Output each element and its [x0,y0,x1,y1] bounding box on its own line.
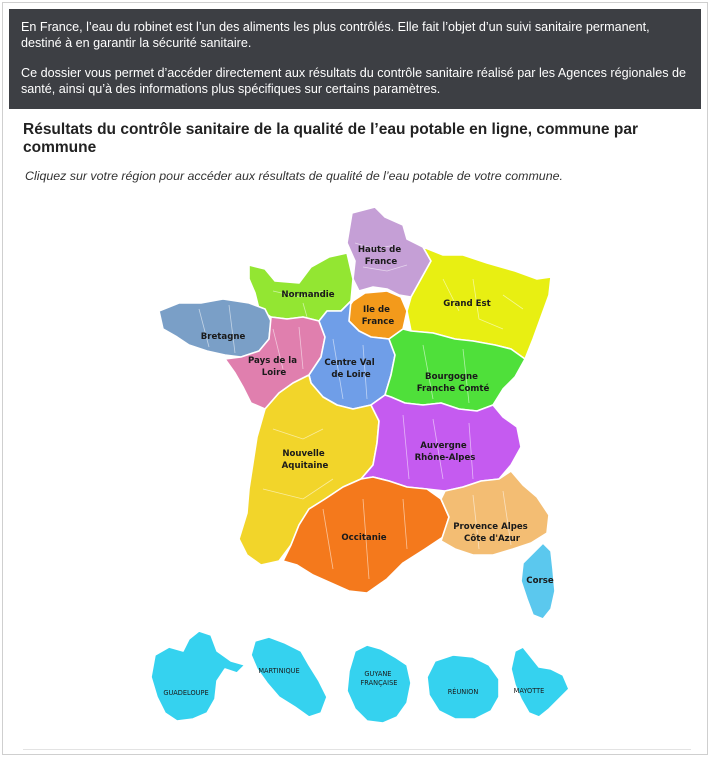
label-corse: Corse [526,576,554,586]
label-bourgogne-franche-comte: Bourgogne Franche Comté [416,372,490,394]
section-title: Résultats du contrôle sanitaire de la qualité de l’eau potable en ligne, commune par commune [23,121,638,156]
label-guyane: GUYANE FRANÇAISE [360,670,398,687]
label-centre-val-de-loire: Centre Val de Loire [324,358,375,380]
label-ile-de-france: Ile de France [361,305,395,327]
region-mayotte[interactable] [511,647,569,717]
region-guyane[interactable] [347,645,411,723]
label-martinique: MARTINIQUE [258,667,300,675]
label-nouvelle-aquitaine: Nouvelle Aquitaine [281,449,329,471]
region-corse[interactable] [521,543,555,619]
label-pays-de-la-loire: Pays de la Loire [247,356,298,378]
label-hauts-de-france: Hauts de France [357,245,402,267]
label-normandie: Normandie [281,290,335,300]
label-bretagne: Bretagne [200,332,246,342]
region-martinique[interactable] [251,637,327,717]
label-occitanie: Occitanie [341,533,387,543]
france-map-svg [3,199,708,751]
label-auvergne-rhone-alpes: Auvergne Rhône-Alpes [414,441,476,463]
page-frame [2,2,708,755]
label-grand-est: Grand Est [443,299,491,309]
intro-banner [9,9,701,109]
intro-paragraph-2: Ce dossier vous permet d’accéder directement aux résultats du contrôle sanitaire réalisé par les Agences régionales de santé, ainsi qu’à des informations plus spécifiques sur certains paramètres. [21,66,687,96]
label-mayotte: MAYOTTE [513,687,545,695]
label-provence-alpes-cote-azur: Provence Alpes Côte d'Azur [453,522,528,544]
france-region-map [3,199,708,751]
label-reunion: RÉUNION [447,688,479,696]
section-divider [23,749,691,750]
map-instruction: Cliquez sur votre région pour accéder aux résultats de qualité de l’eau potable de votre commune. [25,169,563,183]
region-guadeloupe[interactable] [151,631,245,721]
intro-paragraph-1: En France, l’eau du robinet est l’un des aliments les plus contrôlés. Elle fait l’objet d’un suivi sanitaire permanent, destiné à en garantir la sécurité sanitaire. [21,20,650,50]
label-guadeloupe: GUADELOUPE [163,689,209,697]
region-auvergne-rhone-alpes[interactable] [361,395,521,491]
region-bretagne[interactable] [159,299,271,357]
region-reunion[interactable] [427,655,499,719]
